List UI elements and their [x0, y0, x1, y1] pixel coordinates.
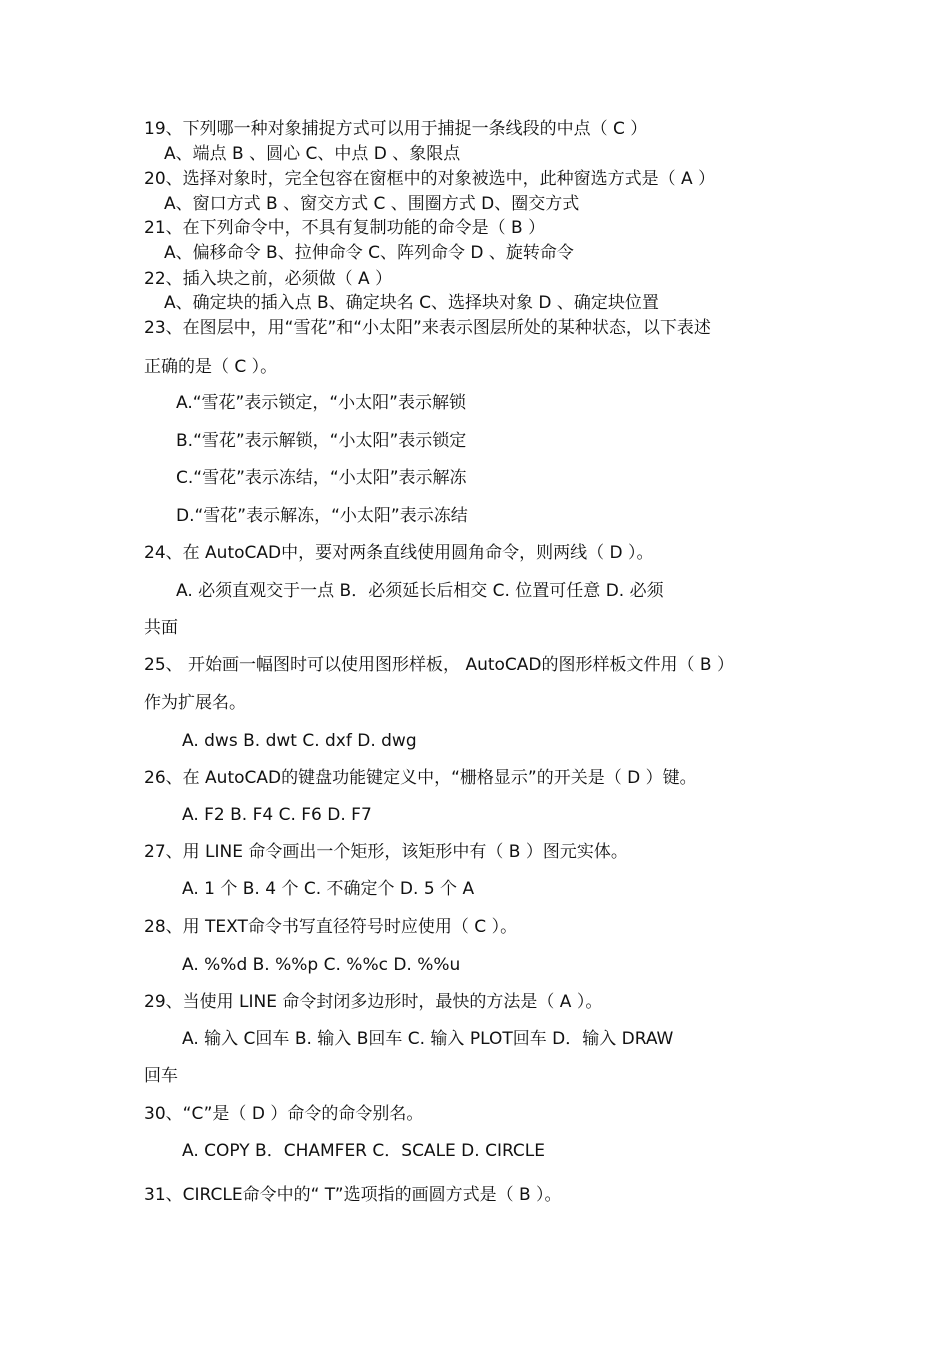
question-28: 28、用 TEXT命令书写直径符号时应使用（ C ）。 — [144, 917, 518, 937]
options-29-cont: 回车 — [144, 1066, 178, 1086]
options-24: A. 必须直观交于一点 B．必须延长后相交 C. 位置可任意 D. 必须 — [176, 581, 664, 601]
options-28: A. %%d B. %%p C. %%c D. %%u — [182, 955, 461, 975]
options-20: A、窗口方式 B 、窗交方式 C 、围圈方式 D、圈交方式 — [164, 194, 580, 214]
question-20: 20、选择对象时，完全包容在窗框中的对象被选中，此种窗选方式是（ A ） — [144, 169, 716, 189]
question-23-line-2: 正确的是（ C ）。 — [144, 357, 278, 377]
options-25: A. dws B. dwt C. dxf D. dwg — [182, 731, 417, 751]
question-30: 30、“C”是（ D ）命令的命令别名。 — [144, 1104, 424, 1124]
option-23-d: D.“雪花”表示解冻，“小太阳”表示冻结 — [176, 506, 468, 526]
options-19: A、端点 B 、圆心 C、中点 D 、象限点 — [164, 144, 461, 164]
question-26: 26、在 AutoCAD的键盘功能键定义中，“栅格显示”的开关是（ D ）键。 — [144, 768, 697, 788]
question-27: 27、用 LINE 命令画出一个矩形，该矩形中有（ B ）图元实体。 — [144, 842, 628, 862]
options-24-cont: 共面 — [144, 618, 178, 638]
question-23-line-1: 23、在图层中，用“雪花”和“小太阳”来表示图层所处的某种状态，以下表述 — [144, 318, 711, 338]
options-30: A. COPY B．CHAMFER C．SCALE D. CIRCLE — [182, 1141, 546, 1161]
question-25-line-2: 作为扩展名。 — [144, 693, 246, 713]
question-29: 29、当使用 LINE 命令封闭多边形时，最快的方法是（ A ）。 — [144, 992, 603, 1012]
question-24: 24、在 AutoCAD中，要对两条直线使用圆角命令，则两线（ D ）。 — [144, 543, 654, 563]
options-21: A、偏移命令 B、拉伸命令 C、阵列命令 D 、旋转命令 — [164, 243, 574, 263]
question-25-line-1: 25、 开始画一幅图时可以使用图形样板， AutoCAD的图形样板文件用（ B ） — [144, 655, 734, 675]
option-23-b: B.“雪花”表示解锁，“小太阳”表示锁定 — [176, 431, 467, 451]
question-22: 22、插入块之前，必须做（ A ） — [144, 269, 393, 289]
option-23-c: C.“雪花”表示冻结，“小太阳”表示解冻 — [176, 468, 467, 488]
option-23-a: A.“雪花”表示锁定，“小太阳”表示解锁 — [176, 393, 466, 413]
options-22: A、确定块的插入点 B、确定块名 C、选择块对象 D 、确定块位置 — [164, 293, 659, 313]
question-19: 19、下列哪一种对象捕捉方式可以用于捕捉一条线段的中点（ C ） — [144, 119, 648, 139]
question-31: 31、CIRCLE命令中的“ T”选项指的画圆方式是（ B ）。 — [144, 1185, 562, 1205]
options-29: A. 输入 C回车 B. 输入 B回车 C. 输入 PLOT回车 D．输入 DRAW — [182, 1029, 674, 1049]
options-27: A. 1 个 B. 4 个 C. 不确定个 D. 5 个 A — [182, 879, 475, 899]
question-21: 21、在下列命令中，不具有复制功能的命令是（ B ） — [144, 218, 546, 238]
options-26: A. F2 B. F4 C. F6 D. F7 — [182, 805, 372, 825]
